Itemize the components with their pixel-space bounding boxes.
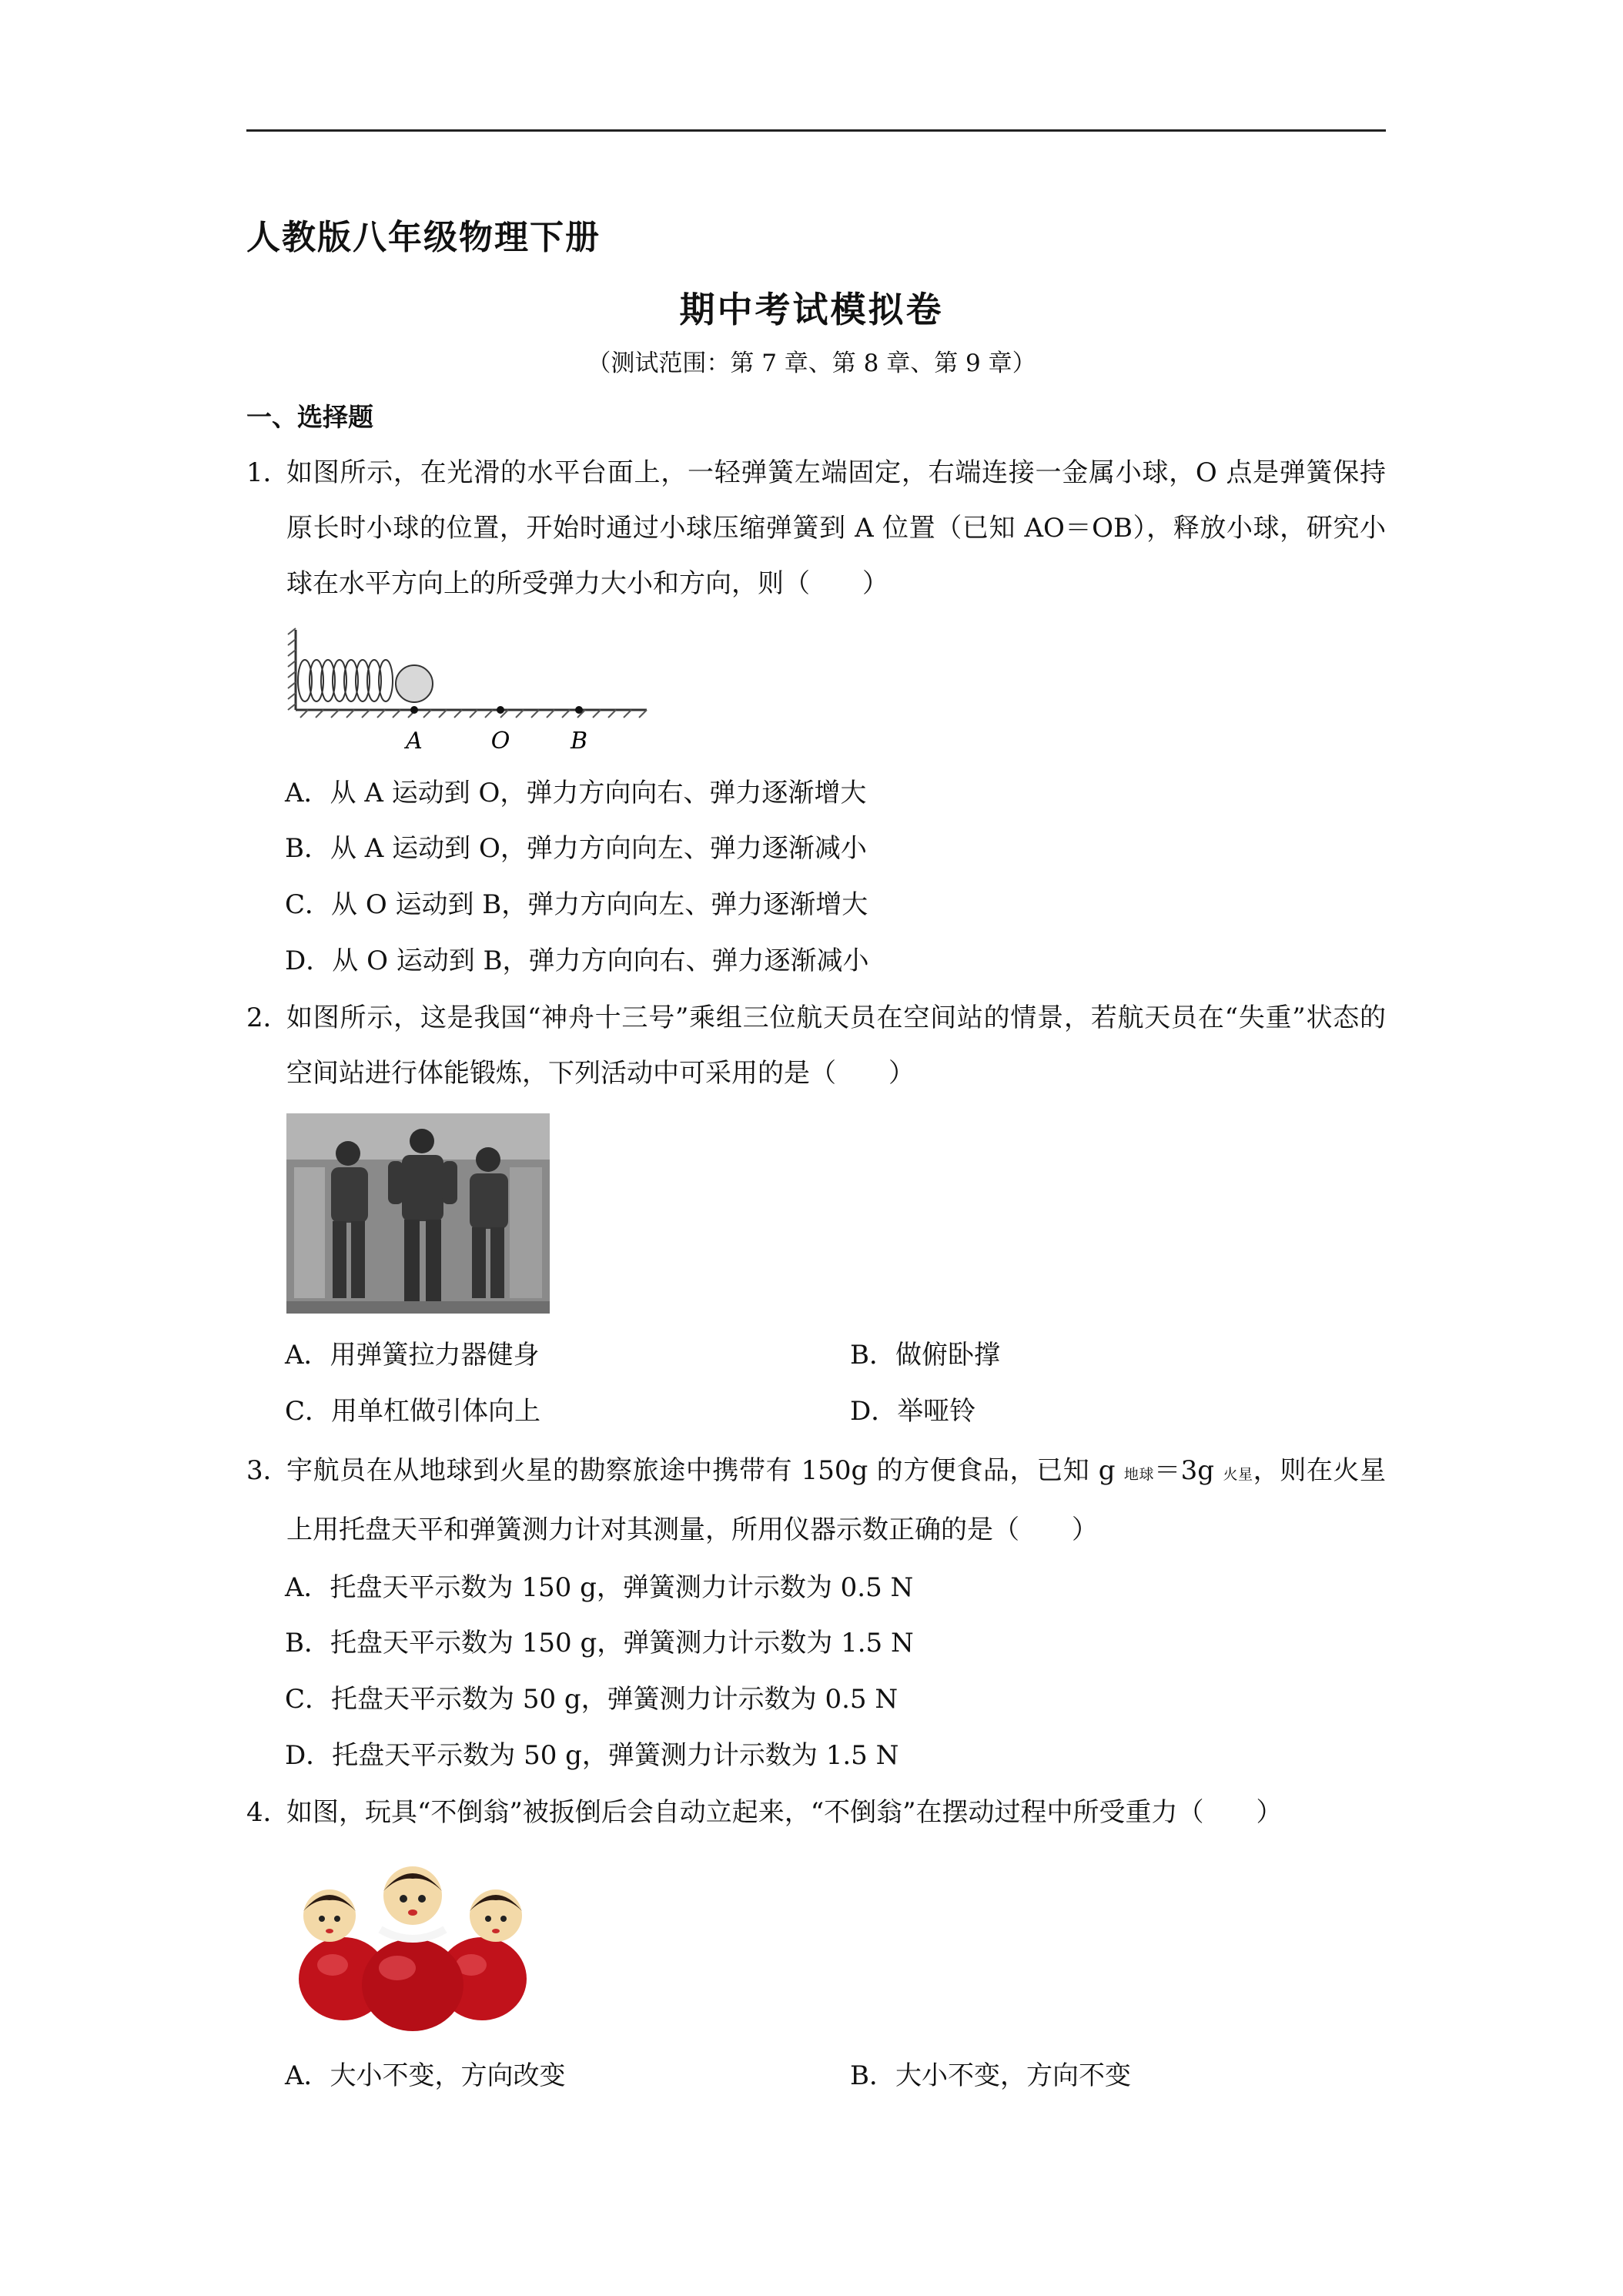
question-4 xyxy=(246,1785,1386,1840)
tumbler-center xyxy=(362,1866,463,2031)
question-text-part: 宇航员在从地球到火星的勘察旅途中携带有 150g 的方便食品，已知 g xyxy=(286,1455,1124,1486)
option-a: A．用弹簧拉力器健身 xyxy=(285,1340,540,1371)
point-o-label: O xyxy=(490,728,510,755)
question-text-part: ，则在火星上用托盘天平和弹簧测力计对其测量，所用仪器示数正确的是（ ） xyxy=(286,1455,1386,1545)
subscript-earth: 地球 xyxy=(1123,1466,1155,1483)
header-rule xyxy=(246,129,1386,132)
option-b: B．大小不变，方向不变 xyxy=(850,2060,1131,2091)
exam-title: 期中考试模拟卷 xyxy=(679,289,944,330)
spring xyxy=(298,660,393,701)
question-text xyxy=(286,1443,1386,1558)
option-a: A．托盘天平示数为 150 g，弹簧测力计示数为 0.5 N xyxy=(285,1572,914,1603)
question-text-part: ＝3g xyxy=(1154,1455,1223,1486)
option-b: B．托盘天平示数为 150 g，弹簧测力计示数为 1.5 N xyxy=(285,1628,914,1658)
question-number: 1． xyxy=(246,457,289,488)
point-b-label: B xyxy=(570,728,588,755)
option-b: B．做俯卧撑 xyxy=(850,1340,1000,1371)
point-b-dot xyxy=(575,706,583,714)
question-1 xyxy=(246,445,1386,611)
option-c: C．从 O 运动到 B，弹力方向向左、弹力逐渐增大 xyxy=(285,889,868,920)
option-b: B．从 A 运动到 O，弹力方向向左、弹力逐渐减小 xyxy=(285,833,867,864)
question-2 xyxy=(246,990,1386,1101)
exam-scope: （测试范围：第 7 章、第 8 章、第 9 章） xyxy=(587,350,1036,377)
point-a-label: A xyxy=(406,728,423,755)
question-text: 如图，玩具“不倒翁”被扳倒后会自动立起来，“不倒翁”在摆动过程中所受重力（ ） xyxy=(286,1797,1283,1828)
question-text: 如图所示，这是我国“神舟十三号”乘组三位航天员在空间站的情景，若航天员在“失重”状态的空间站进行体能锻炼，下列活动中可采用的是（ ） xyxy=(286,1002,1386,1089)
doc-title: 人教版八年级物理下册 xyxy=(246,218,601,257)
question-3 xyxy=(246,1443,1386,1558)
spring-ball-figure xyxy=(285,625,654,764)
tumbler-toy-photo xyxy=(289,1856,536,2033)
point-o-dot xyxy=(497,706,504,714)
question-number: 3． xyxy=(246,1455,289,1486)
section-title: 一、选择题 xyxy=(246,402,373,432)
option-c: C．托盘天平示数为 50 g，弹簧测力计示数为 0.5 N xyxy=(285,1684,899,1715)
question-number: 2． xyxy=(246,1002,289,1033)
option-d: D．从 O 运动到 B，弹力方向向右、弹力逐渐减小 xyxy=(285,946,869,976)
point-a-dot xyxy=(410,706,418,714)
option-d: D．托盘天平示数为 50 g，弹簧测力计示数为 1.5 N xyxy=(285,1740,899,1771)
option-a: A．大小不变，方向改变 xyxy=(285,2060,566,2091)
option-d: D．举哑铃 xyxy=(850,1396,976,1427)
subscript-mars: 火星 xyxy=(1223,1466,1253,1483)
option-a: A．从 A 运动到 O，弹力方向向右、弹力逐渐增大 xyxy=(285,778,867,808)
question-number: 4． xyxy=(246,1797,289,1828)
option-c: C．用单杠做引体向上 xyxy=(285,1396,541,1427)
astronauts-photo xyxy=(286,1113,550,1314)
metal-ball xyxy=(396,665,433,702)
question-text: 如图所示，在光滑的水平台面上，一轻弹簧左端固定，右端连接一金属小球，O 点是弹簧保持原长时小球的位置，开始时通过小球压缩弹簧到 A 位置（已知 AO＝OB），释放小球，研究小球在水平方向上的所受弹力大小和方向，则（ ） xyxy=(286,457,1386,599)
